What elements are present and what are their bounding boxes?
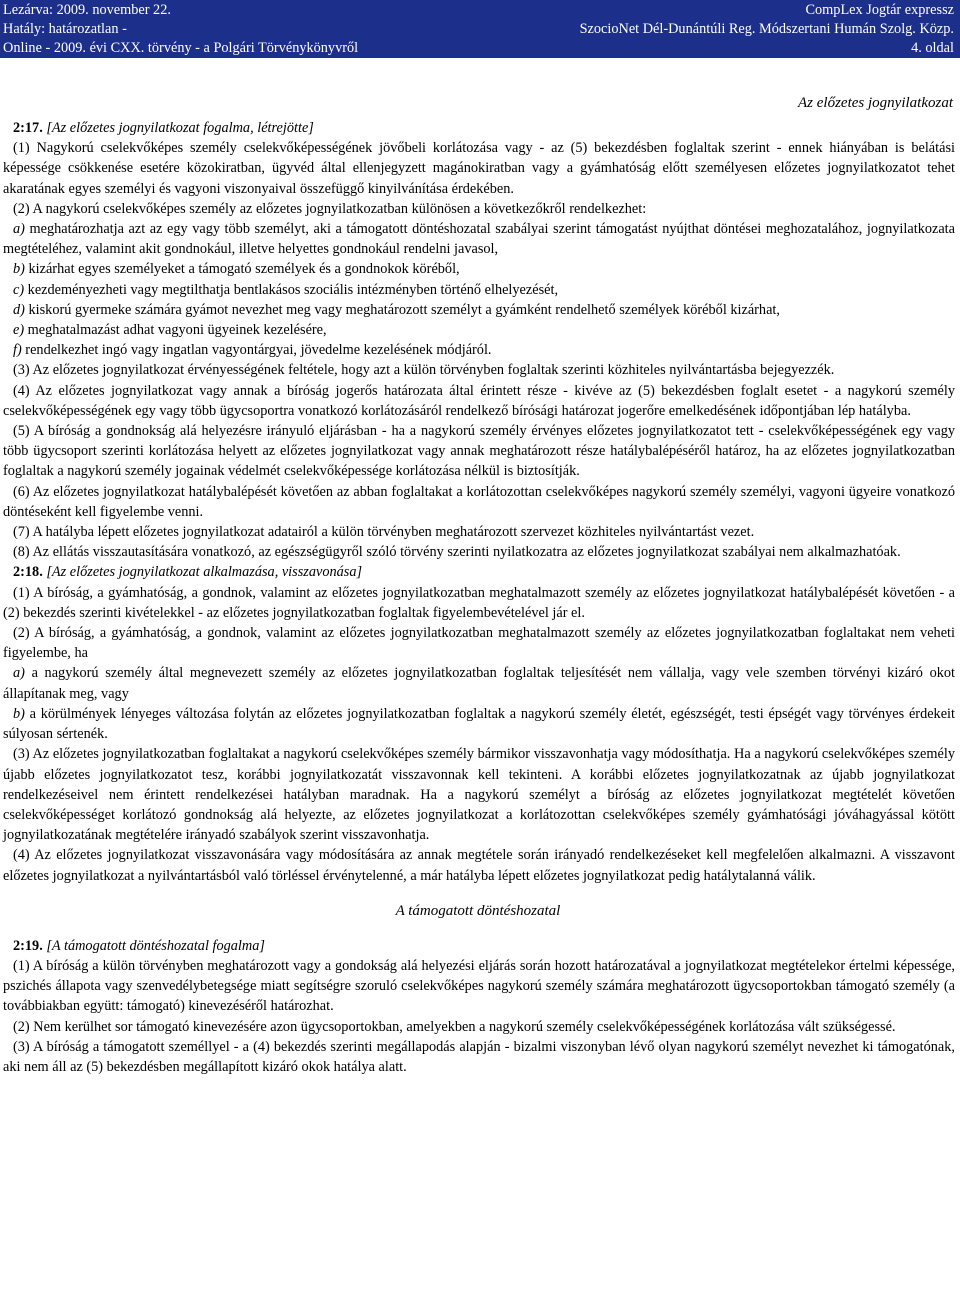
item-letter: a)	[13, 221, 25, 238]
paragraph: (2) Nem kerülhet sor támogató kinevezésére azon ügycsoportokban, amelyekben a nagykorú személy cselekvőképességének korlátozása vált szükségessé.	[13, 1018, 896, 1035]
paragraph: (1) A bíróság, a gyámhatóság, a gondnok, valamint az előzetes jognyilatkozatban meghatalmazott személy az előzetes jognyilatkozat hatálybalépését követően - a (2) bekezdés szerinti kivételekkel - az előzetes jognyilatkozatban foglaltak figyelembevételével jár el.	[3, 584, 955, 621]
list-item	[3, 320, 955, 340]
item-letter: a)	[13, 665, 25, 682]
header-row-2	[3, 20, 954, 38]
header-row-1	[3, 1, 954, 19]
list-item	[3, 663, 955, 703]
item-letter: c)	[13, 281, 25, 298]
paragraph: (3) A bíróság a támogatott személlyel - a (4) bekezdés szerinti megállapodás alapján - bizalmi viszonyban lévő olyan nagykorú személyt nevezhet ki támogatónak, aki nem áll az (5) bekezdésben megállapított kizáró okok hatálya alatt.	[3, 1038, 955, 1075]
list-item	[3, 704, 955, 744]
list-item	[3, 300, 955, 320]
paragraph: (3) Az előzetes jognyilatkozat érvényességének feltétele, hogy azt a külön törvényben foglaltak szerinti közhiteles nyilvántartásba bejegyezzék.	[13, 362, 835, 379]
paragraph: (2) A bíróság, a gyámhatóság, a gondnok, valamint az előzetes jognyilatkozatban meghatalmazott személy az előzetes jognyilatkozatban foglaltakat nem veheti figyelembe, ha	[3, 625, 955, 662]
section-title: Az előzetes jognyilatkozat	[798, 95, 953, 111]
item-text: kiskorú gyermeke számára gyámot nevezhet meg vagy meghatározott személyt a gyámként rendelhető személyek köréből kizárhat,	[24, 301, 780, 318]
paragraph: (1) Nagykorú cselekvőképes személy cselekvőképességének jövőbeli korlátozása vagy - az (5) bekezdésben foglaltak szerint - ennek hiányában is belátási képessége csökkenése esetére közokiratban, ügyvéd által ellenjegyzett magánokiratban vagy a gyámhatóság előtt személyesen előzetes jognyilatkozatot tehet akaratának egyes személyi és vagyoni viszonyaival összefüggő kinyilvánítása érdekében.	[3, 140, 955, 197]
item-letter: b)	[13, 261, 25, 278]
document-header	[0, 0, 960, 58]
article-number: 2:17.	[13, 120, 43, 136]
item-letter: f)	[13, 342, 22, 359]
list-item	[3, 280, 955, 300]
item-letter: b)	[13, 705, 25, 722]
item-text: kizárhat egyes személyeket a támogató személyek és a gondnokok köréből,	[24, 261, 460, 278]
header-page-number: 4. oldal	[911, 40, 954, 56]
article-title: [Az előzetes jognyilatkozat alkalmazása, visszavonása]	[46, 564, 363, 581]
article-number: 2:18.	[13, 564, 43, 581]
article-title: [Az előzetes jognyilatkozat fogalma, létrejötte]	[46, 120, 314, 136]
header-row-3	[3, 39, 954, 57]
article-heading	[3, 936, 955, 956]
article-heading	[3, 562, 955, 582]
article-title: [A támogatott döntéshozatal fogalma]	[46, 937, 265, 954]
paragraph: (8) Az ellátás visszautasítására vonatkozó, az egészségügyről szóló törvény szerinti nyilatkozatra az előzetes jognyilatkozat szabályai nem alkalmazhatóak.	[13, 544, 901, 561]
paragraph: (2) A nagykorú cselekvőképes személy az előzetes jognyilatkozatban különösen a következőkről rendelkezhet:	[13, 200, 647, 217]
list-item	[3, 219, 955, 259]
paragraph: (3) Az előzetes jognyilatkozatban foglaltakat a nagykorú cselekvőképes személy bármikor visszavonhatja vagy módosíthatja. Ha a nagykorú cselekvőképes személy újabb előzetes jognyilatkozatot tesz, korábbi jognyilatkozatát visszavonnak kell tekinteni. A korábbi előzetes jognyilatkozatnak az újabb jognyilatkozat rendelkezéseivel nem érintett rendelkezései hatályban maradnak. Ha a nagykorú személyt a bíróság az előzetes jognyilatkozat megtételét követően cselekvőképességet korlátozó gondnokság alá helyezte, az előzetes jognyilatkozat a korlátozottan cselekvőképes személy gyámhatósági jóváhagyással kötött jognyilatkozatának megtételére irányadó szabályok szerint visszavonhatja.	[3, 746, 955, 844]
list-item	[3, 259, 955, 279]
section-title: A támogatott döntéshozatal	[395, 902, 561, 919]
header-law-title: Online - 2009. évi CXX. törvény - a Polgári Törvénykönyvről	[3, 40, 359, 56]
item-text: a nagykorú személy által megnevezett személy az előzetes jognyilatkozatban foglaltak teljesítését nem vállalja, vagy vele szemben törvényi kizáró okot állapítanak meg, vagy	[3, 665, 955, 702]
paragraph: (5) A bíróság a gondnokság alá helyezésre irányuló eljárásban - ha a nagykorú személy érvényes előzetes jognyilatkozatot tett - cselekvőképességének egy vagy több ügycsoport szerinti korlátozása helyett az előzetes jognyilatkozat vagy annak meghatározott része hatálybalépéséről határoz, ha az előzetes jognyilatkozatban foglaltak a nagykorú személy jogainak védelmét cselekvőképessége korlátozása nélkül is biztosítják.	[3, 423, 955, 480]
header-organization: SzocioNet Dél-Dunántúli Reg. Módszertani Humán Szolg. Közp.	[579, 21, 954, 37]
paragraph: (7) A hatályba lépett előzetes jognyilatkozat adatairól a külön törvényben meghatározott szervezet közhiteles nyilvántartást vezet.	[13, 524, 755, 541]
item-text: meghatározhatja azt az egy vagy több személyt, aki a támogatott döntéshozatal szabályai szerint támogatást nyújthat döntései meghozatalához, jognyilatkozata megtételéhez, valamint akit gondnokául, illetve helyettes gondnokául rendelni javasol,	[3, 221, 955, 258]
item-letter: e)	[13, 322, 25, 339]
list-item	[3, 340, 955, 360]
header-product-name: CompLex Jogtár expressz	[805, 2, 954, 18]
item-text: kezdeményezheti vagy megtilthatja bentlakásos szociális intézményben történő elhelyezését,	[24, 281, 559, 298]
item-letter: d)	[13, 301, 25, 318]
article-number: 2:19.	[13, 937, 43, 954]
paragraph: (4) Az előzetes jognyilatkozat visszavonására vagy módosítására az annak megtétele során irányadó rendelkezéseket kell megfelelően alkalmazni. A visszavont előzetes jognyilatkozat a nyilvántartásból való törléssel érvénytelenné, a már hatályba lépett előzetes jognyilatkozat pedig hatálytalanná válik.	[3, 847, 955, 884]
item-text: meghatalmazást adhat vagyoni ügyeinek kezelésére,	[24, 322, 327, 339]
article-heading	[3, 118, 955, 138]
header-validity: Hatály: határozatlan -	[3, 21, 127, 37]
document-body	[3, 92, 955, 1077]
item-text: a körülmények lényeges változása folytán az előzetes jognyilatkozatban foglaltak a nagykorú személy életét, egészségét, testi épségét vagy törvényes érdekeit súlyosan sértenék.	[3, 705, 955, 743]
paragraph: (4) Az előzetes jognyilatkozat vagy annak a bíróság jogerős határozata által érintett része - kivéve az (5) bekezdésben foglalt esetet - a nagykorú személy cselekvőképességének egy vagy több ügycsoportra vonatkozó korlátozásáról rendelkező bírósági határozat jogerőre emelkedésének időpontjában lép hatályba.	[3, 382, 955, 419]
paragraph: (1) A bíróság a külön törvényben meghatározott vagy a gondokság alá helyezési eljárás során hozott határozatával a jognyilatkozat megtételekor értelmi képessége, pszichés állapota vagy szenvedélybetegsége miatt segítségre szoruló cselekvőképes nagykorú személy számára meghatározott ügycsoportokban támogató személy (a továbbiakban együtt: támogató) kinevezéséről határozhat.	[3, 957, 955, 1015]
item-text: rendelkezhet ingó vagy ingatlan vagyontárgyai, jövedelme kezelésének módjáról.	[21, 342, 492, 359]
header-closed-date: Lezárva: 2009. november 22.	[3, 2, 171, 18]
paragraph: (6) Az előzetes jognyilatkozat hatálybalépését követően az abban foglaltakat a korlátozottan cselekvőképes nagykorú személy személyi, vagyoni ügyeire vonatkozó döntéseként kell figyelembe venni.	[3, 483, 955, 520]
